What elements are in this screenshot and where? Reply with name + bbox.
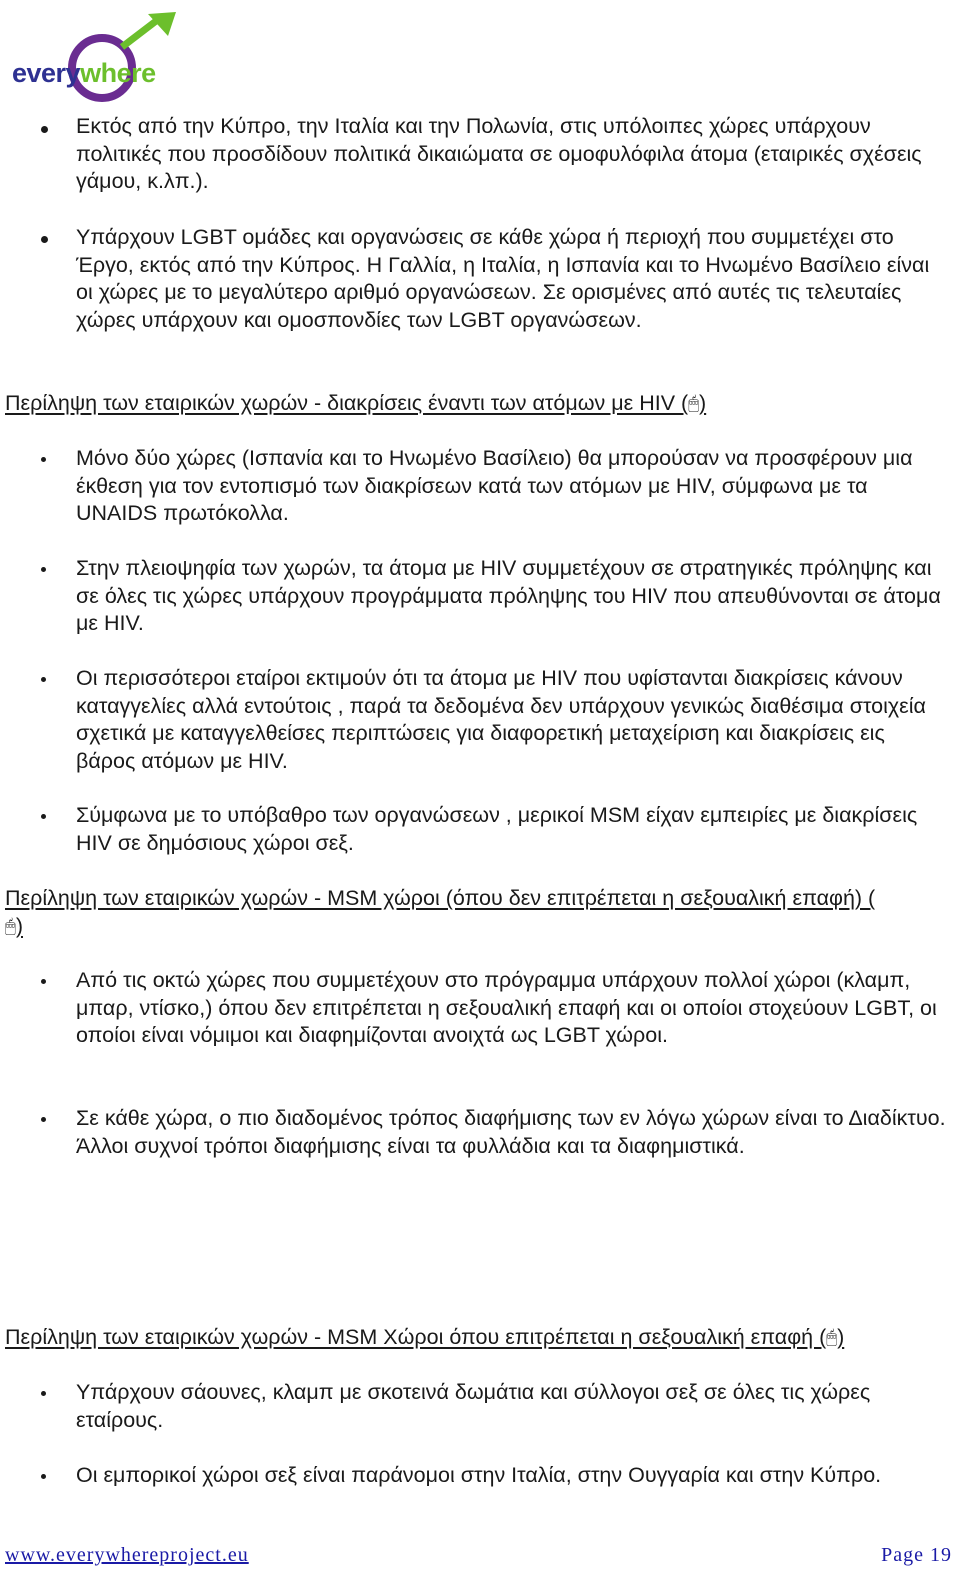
section-heading-msm-no-sex-venues: Περίληψη των εταιρικών χωρών - MSM χώροι (όπου δεν επιτρέπεται η σεξουαλική επαφή) (🖱)	[5, 885, 885, 940]
logo-wordmark: everywhere	[12, 58, 156, 88]
bullet-icon	[41, 1474, 46, 1479]
list-item: Σύμφωνα με το υπόβαθρο των οργανώσεων , μερικοί MSM είχαν εμπειρίες με διακρίσεις HIV σε δημόσιους χώροι σεξ.	[76, 803, 918, 855]
bullet-icon	[41, 677, 46, 682]
list-item: Μόνο δύο χώρες (Ισπανία και το Ηνωμένο Βασίλειο) θα μπορούσαν να προσφέρουν μια έκθεση για τον εντοπισμό των διακρίσεων κατά των ατόμων με HIV, σύμφωνα με τα UNAIDS πρωτόκολλα.	[76, 446, 913, 525]
list-item: Από τις οκτώ χώρες που συμμετέχουν στο πρόγραμμα υπάρχουν πολλοί χώροι (κλαμπ, μπαρ, ντίσκο,) όπου δεν επιτρέπεται η σεξουαλική επαφή και οι οποίοι στοχεύουν LGBT, οι οποίοι είναι νόμιμοι και διαφημίζονται ανοιχτά ως LGBT χώροι.	[76, 968, 937, 1047]
bullet-icon	[41, 1391, 46, 1396]
list-item: Οι περισσότεροι εταίροι εκτιμούν ότι τα άτομα με HIV που υφίστανται διακρίσεις κάνουν καταγγελίες αλλά εντούτοις , παρά τα δεδομένα δεν υπάρχουν γενικώς διαθέσιμα στοιχεία σχετικά με καταγγελθείσες περιπτώσεις για διαφορετική μεταχείριση και διακρίσεις εις βάρος ατόμων με HIV.	[76, 666, 926, 773]
bullet-icon	[41, 567, 46, 572]
bullet-icon	[41, 457, 46, 462]
bullet-icon	[41, 236, 48, 243]
list-item: Εκτός από την Κύπρο, την Ιταλία και την Πολωνία, στις υπόλοιπες χώρες υπάρχουν πολιτικές που προσδίδουν πολιτικά δικαιώματα σε ομοφυλόφιλα άτομα (εταιρικές σχέσεις γάμου, κ.λπ.).	[76, 114, 922, 193]
logo	[10, 10, 180, 105]
list-item: Υπάρχουν σάουνες, κλαμπ με σκοτεινά δωμάτια και σύλλογοι σεξ σε όλες τις χώρες εταίρους.	[76, 1380, 871, 1432]
list-item: Στην πλειοψηφία των χωρών, τα άτομα με HIV συμμετέχουν σε στρατηγικές πρόληψης και σε όλες τις χώρες υπάρχουν προγράμματα πρόληψης του HIV που απευθύνονται σε άτομα με HIV.	[76, 556, 941, 635]
section-heading-msm-sex-venues: Περίληψη των εταιρικών χωρών - MSM Χώροι όπου επιτρέπεται η σεξουαλική επαφή (🖱)	[5, 1324, 945, 1352]
bullet-icon	[41, 126, 48, 133]
bullet-icon	[41, 1117, 46, 1122]
mouse-icon: 🖱	[688, 393, 699, 413]
mouse-icon: 🖱	[826, 1327, 838, 1347]
mouse-icon: 🖱	[5, 915, 16, 936]
list-item: Οι εμπορικοί χώροι σεξ είναι παράνομοι στην Ιταλία, στην Ουγγαρία και στην Κύπρο.	[76, 1463, 882, 1487]
list-item: Υπάρχουν LGBT ομάδες και οργανώσεις σε κάθε χώρα ή περιοχή που συμμετέχει στο Έργο, εκτός από την Κύπρος. Η Γαλλία, η Ιταλία, η Ισπανία και το Ηνωμένο Βασίλειο είναι οι χώρες με το μεγαλύτερο αριθμό οργανώσεων. Σε ορισμένες από αυτές τις τελευταίες χώρες υπάρχουν και ομοσπονδίες των LGBT οργανώσεων.	[76, 225, 930, 332]
section-heading-hiv-discrimination: Περίληψη των εταιρικών χωρών - διακρίσεις έναντι των ατόμων με HIV (🖱)	[5, 390, 945, 418]
list-item: Σε κάθε χώρα, ο πιο διαδομένος τρόπος διαφήμισης των εν λόγω χώρων είναι το Διαδίκτυο. Άλλοι συχνοί τρόποι διαφήμισης είναι τα φυλλάδια και τα διαφημιστικά.	[76, 1106, 946, 1158]
bullet-icon	[41, 814, 46, 819]
page-number: Page 19	[881, 1544, 952, 1566]
bullet-icon	[41, 979, 46, 984]
footer-website-link[interactable]: www.everywhereproject.eu	[5, 1544, 249, 1566]
